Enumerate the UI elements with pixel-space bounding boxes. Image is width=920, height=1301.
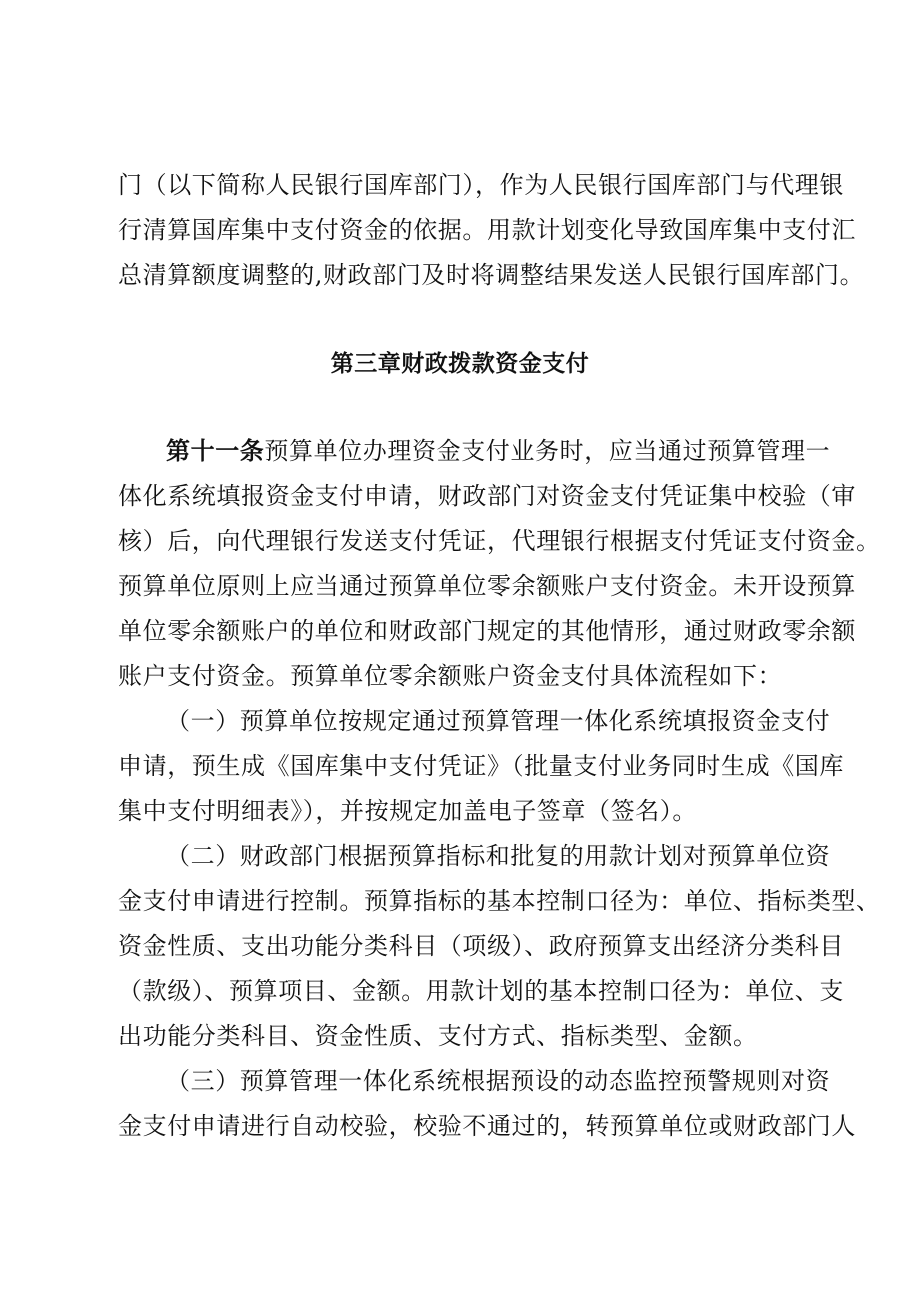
item-2-line: 金支付申请进行控制。预算指标的基本控制口径为：单位、指标类型、 [118, 887, 881, 915]
item-1-line: 集中支付明细表》），并按规定加盖电子签章（签名）。 [118, 797, 697, 825]
paragraph-line: 预算单位原则上应当通过预算单位零余额账户支付资金。未开设预算 [118, 572, 856, 600]
item-2-line: 出功能分类科目、资金性质、支付方式、指标类型、金额。 [118, 1022, 758, 1050]
paragraph-line: 体化系统填报资金支付申请，财政部门对资金支付凭证集中校验（审 [118, 482, 856, 510]
item-3-line: （三）预算管理一体化系统根据预设的动态监控预警规则对资 [166, 1067, 831, 1095]
paragraph-line: 门（以下简称人民银行国库部门），作为人民银行国库部门与代理银 [118, 171, 844, 199]
paragraph-line: 总清算额度调整的,财政部门及时将调整结果发送人民银行国库部门。 [118, 261, 865, 289]
paragraph-line: 单位零余额账户的单位和财政部门规定的其他情形，通过财政零余额 [118, 617, 856, 645]
item-1-line: （一）预算单位按规定通过预算管理一体化系统填报资金支付 [166, 707, 831, 735]
paragraph-line [118, 429, 831, 474]
article-first-line-text: 预算单位办理资金支付业务时，应当通过预算管理一 [264, 437, 831, 465]
intro-paragraph [118, 163, 865, 298]
item-3-line: 金支付申请进行自动校验，校验不通过的，转预算单位或财政部门人 [118, 1112, 856, 1140]
paragraph-line: 核）后，向代理银行发送支付凭证，代理银行根据支付凭证支付资金。 [118, 527, 881, 555]
item-2-line: （二）财政部门根据预算指标和批复的用款计划对预算单位资 [166, 842, 831, 870]
paragraph-line: 行清算国库集中支付资金的依据。用款计划变化导致国库集中支付汇 [118, 216, 856, 244]
item-2-line: （款级）、预算项目、金额。用款计划的基本控制口径为：单位、支 [118, 977, 844, 1005]
article-paragraph [118, 429, 881, 1149]
item-1-line: 申请，预生成《国库集中支付凭证》（批量支付业务同时生成《国库 [118, 752, 844, 780]
article-number: 第十一条 [166, 437, 265, 465]
paragraph-line: 账户支付资金。预算单位零余额账户资金支付具体流程如下： [118, 662, 783, 690]
item-2-line: 资金性质、支出功能分类科目（项级）、政府预算支出经济分类科目 [118, 932, 844, 960]
chapter-title: 第三章财政拨款资金支付 [330, 351, 590, 377]
